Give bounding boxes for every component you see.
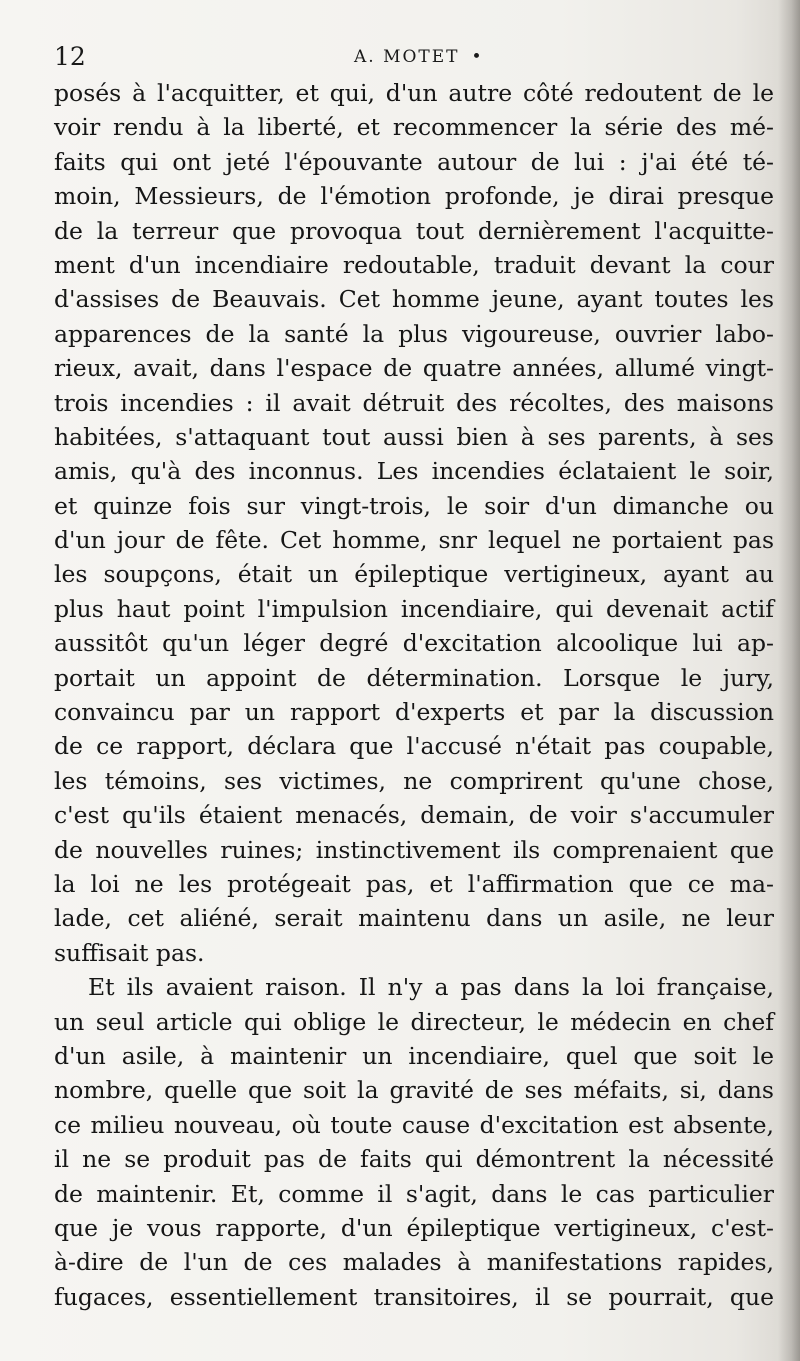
text-line: un seul article qui oblige le directeur, le médecin en chef <box>54 1007 774 1036</box>
running-head-author: A. MOTET <box>354 47 460 67</box>
text-line: convaincu par un rapport d'experts et par la discussion <box>54 698 774 727</box>
text-line: ment d'un incendiaire redoutable, traduit devant la cour <box>54 250 774 279</box>
text-line: apparences de la santé la plus vigoureuse, ouvrier labo- <box>54 319 774 348</box>
text-line: plus haut point l'impulsion incendiaire, qui devenait actif <box>54 594 774 623</box>
text-line-paragraph-start: Et ils avaient raison. Il n'y a pas dans la loi française, <box>88 973 774 1002</box>
text-line: de nouvelles ruines; instinctivement ils comprenaient que <box>54 835 774 864</box>
text-line: les soupçons, était un épileptique vertigineux, ayant au <box>54 560 774 589</box>
text-line: et quinze fois sur vingt-trois, le soir d'un dimanche ou <box>54 491 774 520</box>
text-line: d'assises de Beauvais. Cet homme jeune, ayant toutes les <box>54 285 774 314</box>
text-line: de la terreur que provoqua tout dernièrement l'acquitte- <box>54 216 774 245</box>
text-line: de maintenir. Et, comme il s'agit, dans le cas particulier <box>54 1179 774 1208</box>
text-line: aussitôt qu'un léger degré d'excitation alcoolique lui ap- <box>54 629 774 658</box>
text-line: les témoins, ses victimes, ne comprirent qu'une chose, <box>54 766 774 795</box>
text-line: d'un asile, à maintenir un incendiaire, quel que soit le <box>54 1041 774 1070</box>
text-line: à-dire de l'un de ces malades à manifestations rapides, <box>54 1248 774 1277</box>
text-line: fugaces, essentiellement transitoires, il se pourrait, que <box>54 1282 774 1311</box>
body-text <box>54 76 774 1314</box>
text-line: la loi ne les protégeait pas, et l'affirmation que ce ma- <box>54 869 774 898</box>
text-line: voir rendu à la liberté, et recommencer la série des mé- <box>54 113 774 142</box>
text-line: que je vous rapporte, d'un épileptique vertigineux, c'est- <box>54 1213 774 1242</box>
text-line: amis, qu'à des inconnus. Les incendies éclataient le soir, <box>54 457 774 486</box>
text-line: portait un appoint de détermination. Lorsque le jury, <box>54 663 774 692</box>
text-line: d'un jour de fête. Cet homme, snr lequel ne portaient pas <box>54 526 774 555</box>
text-line: posés à l'acquitter, et qui, d'un autre côté redoutent de le <box>54 79 774 107</box>
text-line: nombre, quelle que soit la gravité de ses méfaits, si, dans <box>54 1076 774 1105</box>
text-line: trois incendies : il avait détruit des récoltes, des maisons <box>54 388 774 417</box>
page-gutter-shadow <box>778 0 800 1361</box>
text-line: il ne se produit pas de faits qui démontrent la nécessité <box>54 1145 774 1174</box>
text-line: suffisait pas. <box>54 938 205 967</box>
text-line: c'est qu'ils étaient menacés, demain, de voir s'accumuler <box>54 801 774 830</box>
page-number: 12 <box>54 42 86 71</box>
running-head-bullet: • <box>471 47 484 67</box>
text-line: lade, cet aliéné, serait maintenu dans un asile, ne leur <box>54 904 774 933</box>
text-line: habitées, s'attaquant tout aussi bien à ses parents, à ses <box>54 422 774 451</box>
page-header <box>54 40 774 80</box>
text-line: de ce rapport, déclara que l'accusé n'était pas coupable, <box>54 732 774 761</box>
text-line: moin, Messieurs, de l'émotion profonde, je dirai presque <box>54 182 774 211</box>
text-line: rieux, avait, dans l'espace de quatre années, allumé vingt- <box>54 354 774 383</box>
text-line: faits qui ont jeté l'épouvante autour de lui : j'ai été té- <box>54 147 774 176</box>
running-head <box>354 47 484 67</box>
text-line: ce milieu nouveau, où toute cause d'excitation est absente, <box>54 1110 774 1139</box>
